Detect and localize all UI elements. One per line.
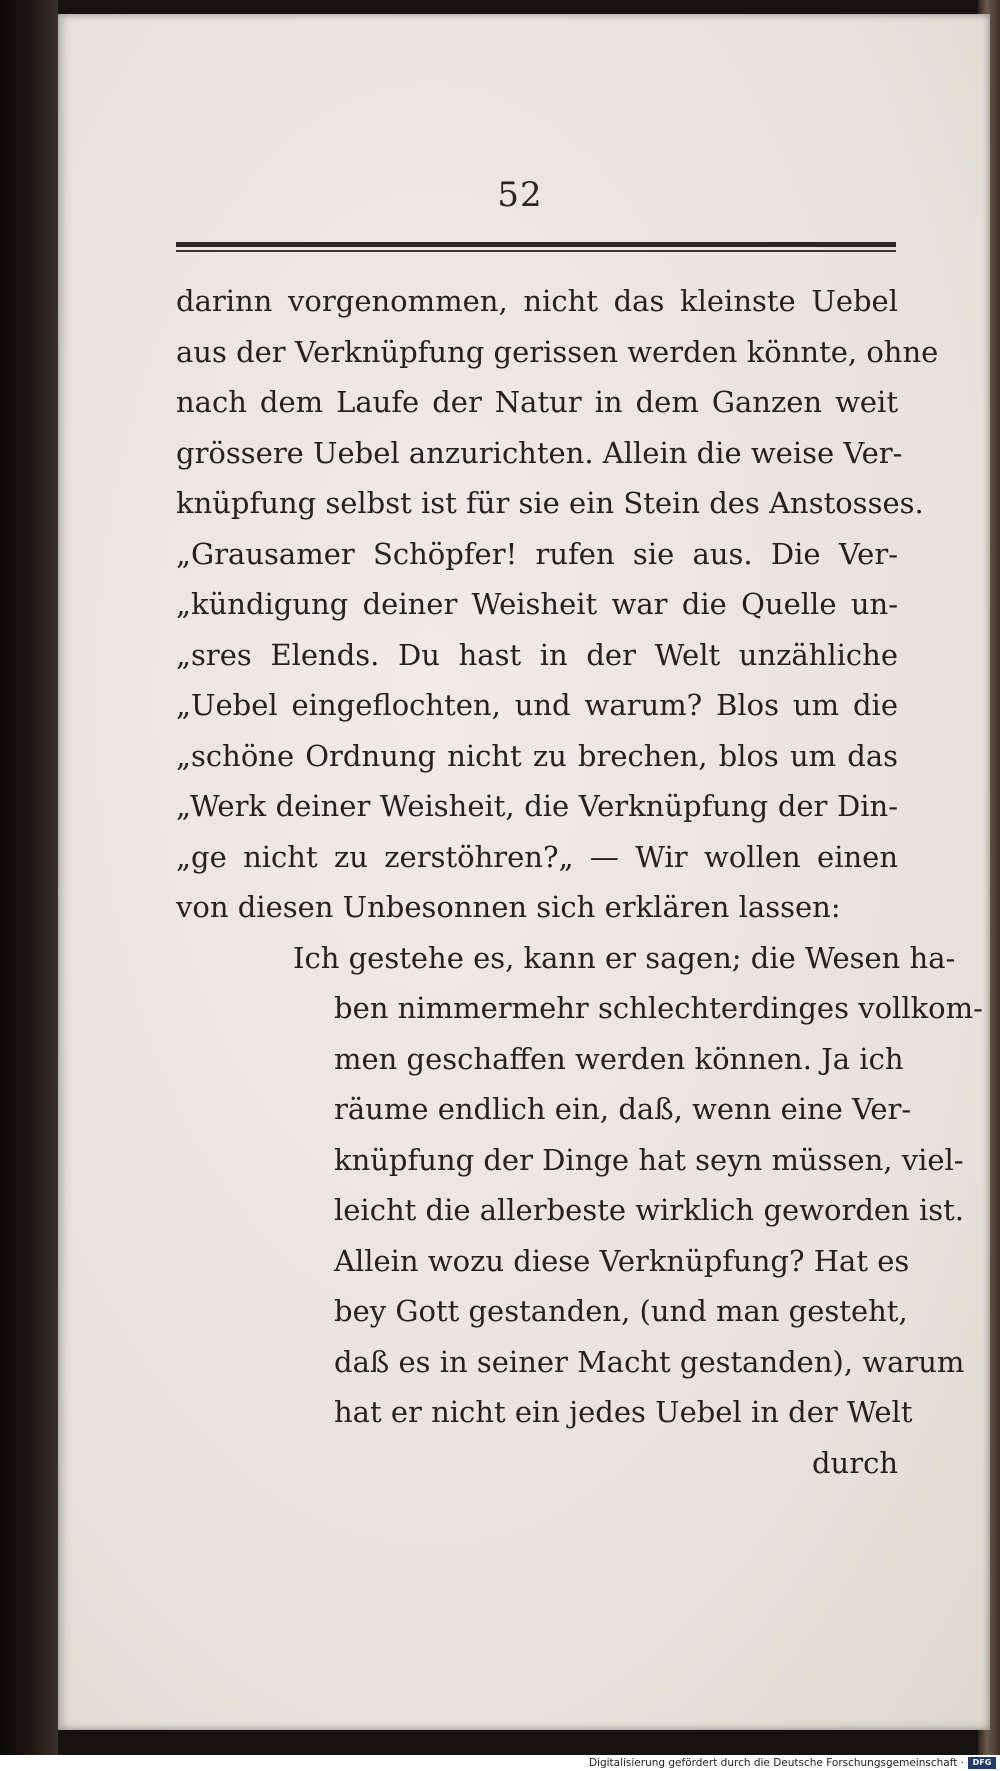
quote-line: räume endlich ein, daß, wenn eine Ver- [334, 1092, 912, 1126]
body-line: „kündigung deiner Weisheit war die Quelle un- [176, 587, 898, 621]
body-line: von diesen Unbesonnen sich erklären lassen: [176, 890, 841, 924]
body-line: „sres Elends. Du hast in der Welt unzähliche [176, 637, 898, 672]
catchword: durch [811, 1445, 898, 1480]
body-line: darinn vorgenommen, nicht das kleinste Uebel [176, 284, 898, 318]
quote-line: men geschaffen werden können. Ja ich [334, 1041, 904, 1076]
body-line: „ge nicht zu zerstöhren?„ — Wir wollen einen [176, 839, 898, 874]
body-line: „schöne Ordnung nicht zu brechen, blos um das [176, 738, 898, 773]
page-text [176, 276, 983, 1488]
quote-line: Allein wozu diese Verknüpfung? Hat es [334, 1243, 910, 1278]
body-line: grössere Uebel anzurichten. Allein die weise Ver- [176, 435, 903, 470]
body-line: nach dem Laufe der Natur in dem Ganzen weit [176, 385, 898, 419]
body-line: knüpfung selbst ist für sie ein Stein des Anstosses. [176, 486, 924, 520]
quote-line-first: Ich gestehe es, kann er sagen; die Wesen ha- [293, 940, 956, 975]
quote-line: hat er nicht ein jedes Uebel in der Welt [334, 1395, 913, 1429]
header-rule [176, 242, 896, 247]
quote-line: daß es in seiner Macht gestanden), warum [334, 1344, 965, 1379]
scan-edge-left [0, 0, 58, 1771]
quote-line: leicht die allerbeste wirklich geworden ist. [334, 1193, 964, 1227]
page-number: 52 [497, 175, 543, 215]
dfg-logo: DFG [968, 1757, 996, 1769]
quote-line: ben nimmermehr schlechterdinges vollkom- [334, 991, 983, 1025]
header-rule-thin [176, 250, 896, 252]
body-line: „Uebel eingeflochten, und warum? Blos um die [176, 688, 898, 722]
body-line: aus der Verknüpfung gerissen werden könnte, ohne [176, 334, 939, 369]
footer-credit: Digitalisierung gefördert durch die Deutsche Forschungsgemeinschaft · [588, 1757, 964, 1769]
body-line: „Werk deiner Weisheit, die Verknüpfung der Din- [176, 789, 898, 823]
quote-line: knüpfung der Dinge hat seyn müssen, viel- [334, 1142, 964, 1177]
quote-line: bey Gott gestanden, (und man gesteht, [334, 1294, 908, 1328]
body-line: „Grausamer Schöpfer! rufen sie aus. Die Ver- [176, 536, 898, 571]
